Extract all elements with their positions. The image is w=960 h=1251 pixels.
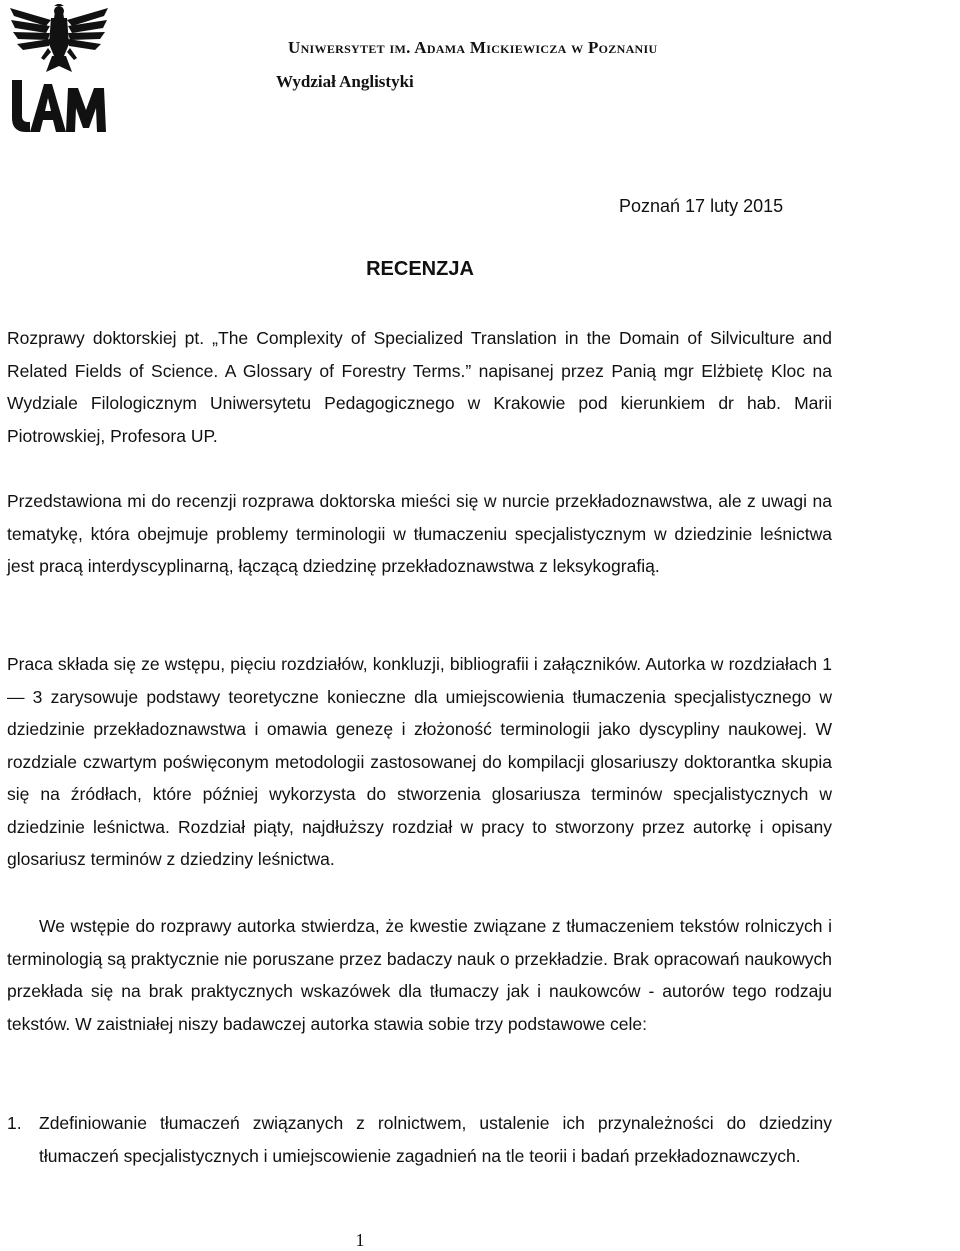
paragraph-1: Przedstawiona mi do recenzji rozprawa doktorska mieści się w nurcie przekładoznawstwa, ale z uwagi na tematykę, która obejmuje problemy terminologii w tłumaczeniu specjalistycznym w dziedzinie leśnictwa jest pracą interdyscyplinarną, łączącą dziedzinę przekładoznawstwa z leksykografią.: [7, 491, 832, 576]
document-title: RECENZJA: [366, 258, 474, 280]
paragraph-2: Praca składa się ze wstępu, pięciu rozdziałów, konkluzji, bibliografii i załączników. Autorka w rozdziałach 1 — 3 zarysowuje podstawy teoretyczne konieczne dla umiejscowienia tłumaczenia specjalistycznego w dziedzinie przekładoznawstwa i omawia genezę i złożoność terminologii jako dyscypliny naukowej. W rozdziale czwartym poświęconym metodologii zastosowanej do kompilacji glosariuszy doktorantka skupia się na źródłach, które później wykorzysta do stworzenia glosariusza terminów specjalistycznych w dziedzinie leśnictwa. Rozdział piąty, najdłuższy rozdział w pracy to stworzony przez autorkę i opisany glosariusz terminów z dziedziny leśnictwa.: [7, 654, 832, 869]
document-date: Poznań 17 luty 2015: [619, 196, 784, 216]
page-number: 1: [355, 1230, 365, 1250]
university-name: Uniwersytet im. Adama Mickiewicza w Poznaniu: [288, 38, 658, 57]
list-item-number: 1.: [7, 1113, 22, 1133]
intro-paragraph: Rozprawy doktorskiej pt. „The Complexity of Specialized Translation in the Domain of Silviculture and Related Fields of Science. A Glossary of Forestry Terms.” napisanej przez Panią mgr Elżbietę Kloc na Wydziale Filologicznym Uniwersytetu Pedagogicznego w Krakowie pod kierunkiem dr hab. Marii Piotrowskiej, Profesora UP.: [7, 328, 832, 446]
list-item-text: Zdefiniowanie tłumaczeń związanych z rolnictwem, ustalenie ich przynależności do dziedziny tłumaczeń specjalistycznych i umiejscowienie zagadnień na tle teorii i badań przekładoznawczych.: [39, 1113, 832, 1166]
list-item: [7, 1107, 832, 1172]
paragraph-3: We wstępie do rozprawy autorka stwierdza, że kwestie związane z tłumaczeniem tekstów rolniczych i terminologią są praktycznie nie poruszane przez badaczy nauk o przekładzie. Brak opracowań naukowych przekłada się na brak praktycznych wskazówek dla tłumaczy jak i naukowców - autorów tego rodzaju tekstów. W zaistniałej niszy badawczej autorka stawia sobie trzy podstawowe cele:: [7, 916, 832, 1034]
uam-eagle-logo: [8, 4, 110, 134]
faculty-name: Wydział Anglistyki: [276, 72, 414, 91]
